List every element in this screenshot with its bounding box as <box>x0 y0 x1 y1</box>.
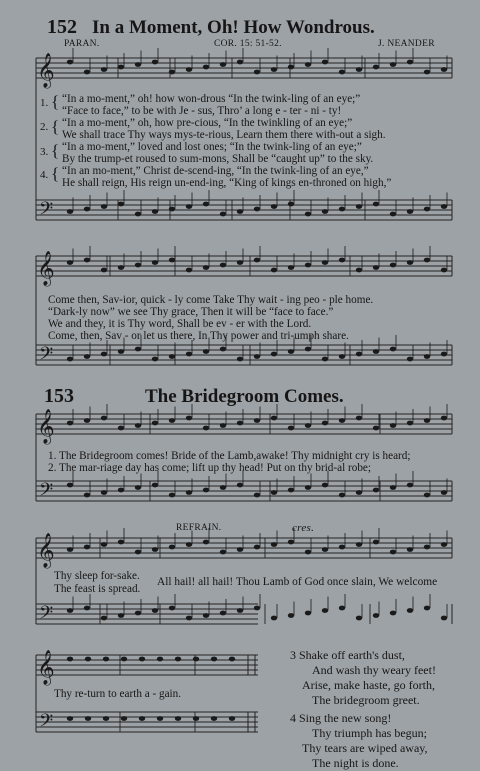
note-head <box>373 540 379 545</box>
note-head <box>193 716 199 721</box>
note-head <box>67 421 73 426</box>
stanza-line: The night is done. <box>312 756 399 770</box>
hymn-title: In a Moment, Oh! How Wondrous. <box>92 17 375 38</box>
note-head <box>271 542 277 547</box>
note-head <box>254 207 260 212</box>
note-head <box>152 547 158 552</box>
note-head <box>203 202 209 207</box>
note-head <box>135 485 141 490</box>
note-head <box>271 204 277 209</box>
note-head <box>237 483 243 488</box>
svg-text:𝄞: 𝄞 <box>37 251 55 286</box>
note-head <box>152 483 158 488</box>
svg-text:𝄢: 𝄢 <box>39 480 54 505</box>
note-head <box>101 616 107 621</box>
note-head <box>67 716 73 721</box>
note-head <box>288 349 294 354</box>
note-head <box>373 426 379 431</box>
hymn-number: 153 <box>44 385 74 407</box>
note-head <box>254 70 260 75</box>
note-head <box>175 657 181 662</box>
note-head <box>254 545 260 550</box>
note-head <box>322 421 328 426</box>
svg-text:𝄢: 𝄢 <box>39 199 54 224</box>
scripture-reference: COR. 15: 51-52. <box>214 39 282 49</box>
note-head <box>339 70 345 75</box>
note-head <box>254 606 260 611</box>
note-head <box>424 207 430 212</box>
note-head <box>424 354 430 359</box>
note-head <box>441 352 447 357</box>
note-head <box>271 268 277 273</box>
note-head <box>118 540 124 545</box>
note-head <box>356 542 362 547</box>
note-head <box>356 416 362 421</box>
refrain-line: Come, then, Sav - or let us there, In Thy power and tri-umph share. <box>48 330 349 342</box>
note-head <box>373 613 379 618</box>
note-head <box>339 258 345 263</box>
note-head <box>118 265 124 270</box>
stanza-line: The bridegroom greet. <box>312 693 420 707</box>
note-head <box>84 70 90 75</box>
note-head <box>441 204 447 209</box>
note-head <box>67 357 73 362</box>
note-head <box>305 263 311 268</box>
note-head <box>118 426 124 431</box>
note-head <box>407 608 413 613</box>
note-head <box>220 212 226 217</box>
note-head <box>356 352 362 357</box>
stanza-line: Arise, make haste, go forth, <box>302 678 435 692</box>
note-head <box>101 67 107 72</box>
note-head <box>373 265 379 270</box>
svg-text:𝄞: 𝄞 <box>37 650 55 685</box>
brace: { <box>51 117 60 136</box>
note-head <box>186 67 192 72</box>
note-head <box>135 550 141 555</box>
note-head <box>339 545 345 550</box>
note-head <box>339 207 345 212</box>
svg-text:𝄞: 𝄞 <box>37 409 55 444</box>
note-head <box>441 490 447 495</box>
note-head <box>441 67 447 72</box>
note-head <box>84 493 90 498</box>
note-head <box>203 65 209 70</box>
svg-text:𝄞: 𝄞 <box>37 53 55 88</box>
note-head <box>407 421 413 426</box>
note-head <box>390 550 396 555</box>
refrain-label: REFRAIN. <box>176 523 222 533</box>
note-head <box>288 202 294 207</box>
note-head <box>157 716 163 721</box>
note-head <box>288 265 294 270</box>
note-head <box>84 545 90 550</box>
note-head <box>254 258 260 263</box>
note-head <box>271 67 277 72</box>
note-head <box>305 423 311 428</box>
note-head <box>390 423 396 428</box>
note-head <box>441 416 447 421</box>
refrain-line: We and they, it is Thy word, Shall be ev - er with the Lord. <box>48 318 312 330</box>
note-head <box>322 260 328 265</box>
note-head <box>186 352 192 357</box>
note-head <box>237 421 243 426</box>
note-head <box>169 354 175 359</box>
note-head <box>407 483 413 488</box>
brace: { <box>51 164 60 183</box>
note-head <box>441 616 447 621</box>
note-head <box>139 657 145 662</box>
note-head <box>135 263 141 268</box>
note-head <box>118 65 124 70</box>
note-head <box>424 545 430 550</box>
brace: { <box>51 141 60 160</box>
note-head <box>135 212 141 217</box>
note-head <box>152 608 158 613</box>
note-head <box>211 657 217 662</box>
note-head <box>101 204 107 209</box>
note-head <box>203 488 209 493</box>
note-head <box>356 616 362 621</box>
note-head <box>152 357 158 362</box>
note-head <box>169 493 175 498</box>
note-head <box>101 352 107 357</box>
note-head <box>407 209 413 214</box>
note-head <box>220 485 226 490</box>
refrain-line: “Dark-ly now” we see Thy grace, Then it will be “face to face.” <box>48 306 334 318</box>
note-head <box>322 547 328 552</box>
note-head <box>288 426 294 431</box>
note-head <box>186 542 192 547</box>
svg-text:𝄢: 𝄢 <box>39 603 54 628</box>
lyric-line: The feast is spread. <box>54 583 141 595</box>
note-head <box>390 212 396 217</box>
note-head <box>305 611 311 616</box>
note-head <box>305 62 311 67</box>
note-head <box>169 606 175 611</box>
note-head <box>229 716 235 721</box>
note-head <box>271 352 277 357</box>
note-head <box>424 493 430 498</box>
hymn-title: The Bridegroom Comes. <box>145 386 344 407</box>
verse-number: 2. <box>40 121 49 133</box>
note-head <box>271 490 277 495</box>
note-head <box>152 260 158 265</box>
note-head <box>186 490 192 495</box>
svg-text:𝄢: 𝄢 <box>39 711 54 736</box>
lyric-line: “Face to face,” to be with Je - sus, Thro’ a long e - ter - ni - ty! <box>62 105 342 117</box>
note-head <box>424 258 430 263</box>
lyric-line: “In an mo-ment,” Christ de-scend-ing, “In the twink-ling of an eye,” <box>62 165 369 177</box>
note-head <box>407 547 413 552</box>
note-head <box>67 209 73 214</box>
note-head <box>237 357 243 362</box>
note-head <box>424 418 430 423</box>
lyric-line: “In a mo-ment,” oh! how won-drous “In the twink-ling of an eye;” <box>62 93 361 105</box>
note-head <box>288 488 294 493</box>
note-head <box>118 349 124 354</box>
note-head <box>322 60 328 65</box>
note-head <box>84 354 90 359</box>
note-head <box>186 204 192 209</box>
note-head <box>121 716 127 721</box>
note-head <box>169 418 175 423</box>
note-head <box>169 70 175 75</box>
note-head <box>305 347 311 352</box>
svg-text:𝄢: 𝄢 <box>39 344 54 369</box>
note-head <box>356 268 362 273</box>
verse-number: 3. <box>40 146 49 158</box>
stanza-line: Thy triumph has begun; <box>312 726 427 740</box>
stanza-line: 3 Shake off earth's dust, <box>290 648 405 662</box>
note-head <box>271 616 277 621</box>
note-head <box>67 657 73 662</box>
svg-text:𝄞: 𝄞 <box>37 533 55 568</box>
note-head <box>67 260 73 265</box>
verse-number: 1. <box>40 97 49 109</box>
note-head <box>407 260 413 265</box>
note-head <box>373 349 379 354</box>
note-head <box>424 606 430 611</box>
hymn-number: 152 <box>47 16 77 38</box>
note-head <box>356 67 362 72</box>
brace: { <box>51 92 60 111</box>
verse-number: 4. <box>40 169 49 181</box>
note-head <box>220 263 226 268</box>
note-head <box>220 611 226 616</box>
note-head <box>390 485 396 490</box>
note-head <box>254 418 260 423</box>
note-head <box>288 540 294 545</box>
note-head <box>237 260 243 265</box>
note-head <box>135 423 141 428</box>
note-head <box>288 65 294 70</box>
lyric-line: He shall reign, His reign un-end-ing, “King of kings en-throned on high,” <box>62 177 392 189</box>
note-head <box>237 608 243 613</box>
note-head <box>67 60 73 65</box>
stanza-line: 4 Sing the new song! <box>290 711 392 725</box>
note-head <box>322 483 328 488</box>
note-head <box>103 657 109 662</box>
note-head <box>101 268 107 273</box>
note-head <box>390 611 396 616</box>
note-head <box>339 354 345 359</box>
note-head <box>152 209 158 214</box>
note-head <box>135 611 141 616</box>
note-head <box>118 202 124 207</box>
lyric-line: 2. The mar-riage day has come; lift up thy head! Put on thy brid-al robe; <box>48 462 371 474</box>
note-head <box>322 608 328 613</box>
note-head <box>103 716 109 721</box>
note-head <box>373 202 379 207</box>
note-head <box>84 207 90 212</box>
note-head <box>271 416 277 421</box>
note-head <box>101 542 107 547</box>
lyric-line: 1. The Bridegroom comes! Bride of the Lamb,awake! Thy midnight cry is heard; <box>48 450 411 462</box>
note-head <box>85 716 91 721</box>
note-head <box>157 657 163 662</box>
note-head <box>424 70 430 75</box>
note-head <box>118 488 124 493</box>
note-head <box>220 550 226 555</box>
note-head <box>118 613 124 618</box>
note-head <box>254 493 260 498</box>
note-head <box>339 418 345 423</box>
note-head <box>67 547 73 552</box>
note-head <box>175 716 181 721</box>
note-head <box>339 606 345 611</box>
note-head <box>101 416 107 421</box>
lyric-line: “In a mo-ment,” loved and lost ones; “In the twink-ling of an eye;” <box>62 141 362 153</box>
lyric-line: “In a mo-ment,” oh, how pre-cious, “In the twinkling of an eye;” <box>62 117 353 129</box>
note-head <box>84 418 90 423</box>
lyric-line: Thy sleep for-sake. <box>54 570 140 582</box>
note-head <box>169 207 175 212</box>
note-head <box>373 488 379 493</box>
note-head <box>152 421 158 426</box>
note-head <box>121 657 127 662</box>
note-head <box>305 485 311 490</box>
note-head <box>135 62 141 67</box>
note-head <box>305 212 311 217</box>
note-head <box>237 209 243 214</box>
lyric-line: Thy re-turn to earth a - gain. <box>54 688 182 700</box>
lyric-line: We shall trace Thy ways mys-te-rious, Learn them there with-out a sigh. <box>62 129 386 141</box>
refrain-line: Come then, Sav-ior, quick - ly come Take Thy wait - ing peo - ple home. <box>48 294 374 306</box>
note-head <box>356 490 362 495</box>
tune-name: PARAN. <box>64 39 100 49</box>
note-head <box>390 62 396 67</box>
note-head <box>339 493 345 498</box>
note-head <box>67 483 73 488</box>
note-head <box>220 62 226 67</box>
note-head <box>390 347 396 352</box>
note-head <box>193 657 199 662</box>
note-head <box>85 657 91 662</box>
note-head <box>67 608 73 613</box>
note-head <box>305 550 311 555</box>
note-head <box>203 540 209 545</box>
stanza-3 <box>290 648 436 708</box>
note-head <box>139 716 145 721</box>
stanza-line: And wash thy weary feet! <box>312 663 436 677</box>
note-head <box>407 60 413 65</box>
note-head <box>390 263 396 268</box>
note-head <box>441 268 447 273</box>
refrain-line: All hail! all hail! Thou Lamb of God once slain, We welcome <box>157 576 438 588</box>
note-head <box>373 65 379 70</box>
note-head <box>186 268 192 273</box>
note-head <box>186 616 192 621</box>
note-head <box>135 347 141 352</box>
note-head <box>441 542 447 547</box>
note-head <box>237 60 243 65</box>
note-head <box>407 357 413 362</box>
note-head <box>169 258 175 263</box>
stanza-4 <box>290 711 428 771</box>
note-head <box>229 657 235 662</box>
note-head <box>322 209 328 214</box>
note-head <box>254 354 260 359</box>
note-head <box>101 490 107 495</box>
note-head <box>237 547 243 552</box>
note-head <box>322 357 328 362</box>
note-head <box>203 613 209 618</box>
dynamic-marking: cres. <box>292 522 315 534</box>
note-head <box>203 265 209 270</box>
stanza-line: Thy tears are wiped away, <box>302 741 428 755</box>
note-head <box>186 416 192 421</box>
note-head <box>203 349 209 354</box>
note-head <box>288 613 294 618</box>
note-head <box>169 545 175 550</box>
note-head <box>152 60 158 65</box>
lyric-line: By the trump-et roused to sum-mons, Shall be “caught up” to the sky. <box>62 153 374 165</box>
note-head <box>220 347 226 352</box>
note-head <box>203 426 209 431</box>
composer-name: J. NEANDER <box>378 39 435 49</box>
note-head <box>356 204 362 209</box>
note-head <box>220 423 226 428</box>
note-head <box>211 716 217 721</box>
note-head <box>84 258 90 263</box>
note-head <box>84 606 90 611</box>
